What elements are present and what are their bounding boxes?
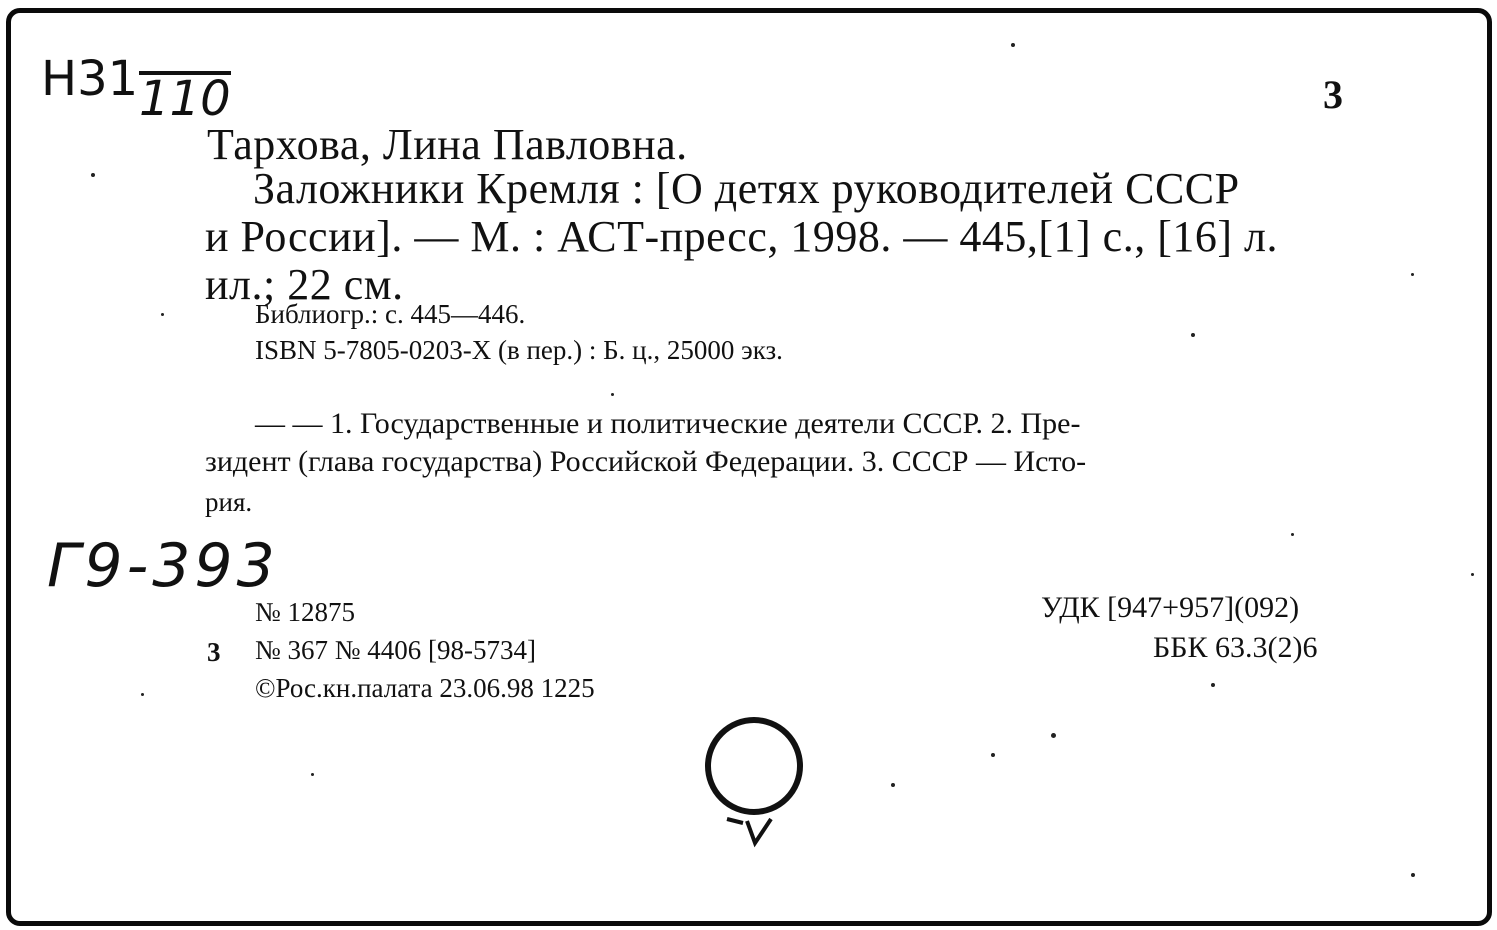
speck <box>1291 533 1294 536</box>
speck <box>311 773 314 776</box>
shelf-mark-fraction: 110 <box>139 71 231 127</box>
subjects-line-1: — — 1. Государственные и политические деятели СССР. 2. Пре- <box>255 407 1081 440</box>
udk-code: УДК [947+957](092) <box>1041 591 1300 624</box>
speck <box>1411 873 1415 877</box>
speck <box>991 753 995 757</box>
speck <box>1191 333 1195 337</box>
bbk-code: ББК 63.3(2)6 <box>1153 631 1318 664</box>
record-number: № 12875 <box>255 597 356 627</box>
speck <box>611 393 614 396</box>
catalog-card <box>6 8 1492 926</box>
bibliography-note: Библиогр.: с. 445—446. <box>255 299 526 329</box>
hole-mark <box>723 813 783 853</box>
speck <box>891 783 895 787</box>
registry-numbers: № 367 № 4406 [98-5734] <box>255 635 536 665</box>
card-number: 3 <box>1323 72 1343 117</box>
punch-hole <box>705 717 803 815</box>
speck <box>1211 683 1215 687</box>
shelf-mark <box>41 51 138 107</box>
subjects-line-3: рия. <box>205 487 253 517</box>
subjects-line-2: зидент (глава государства) Российской Федерации. 3. СССР — Исто- <box>205 445 1087 478</box>
author-heading: Тархова, Лина Павловна. <box>207 120 688 169</box>
speck <box>91 173 95 177</box>
speck <box>1011 43 1015 47</box>
speck <box>141 693 144 696</box>
copies-mark: 3 <box>207 637 221 667</box>
speck <box>1411 273 1414 276</box>
copyright-line: ©Рос.кн.палата 23.06.98 1225 <box>255 673 595 703</box>
title-line-1: Заложники Кремля : [О детях руководителей СССР <box>253 164 1240 213</box>
title-line-3: ил.; 22 см. <box>205 260 404 309</box>
speck <box>1051 733 1056 738</box>
isbn-line: ISBN 5-7805-0203-X (в пер.) : Б. ц., 25000 экз. <box>255 335 783 365</box>
speck <box>1471 573 1474 576</box>
speck <box>161 313 164 316</box>
handwritten-number: Г9-393 <box>47 531 279 601</box>
shelf-mark-code: Н31 <box>41 51 139 107</box>
title-line-2: и России]. — М. : АСТ-пресс, 1998. — 445,[1] с., [16] л. <box>205 212 1278 261</box>
